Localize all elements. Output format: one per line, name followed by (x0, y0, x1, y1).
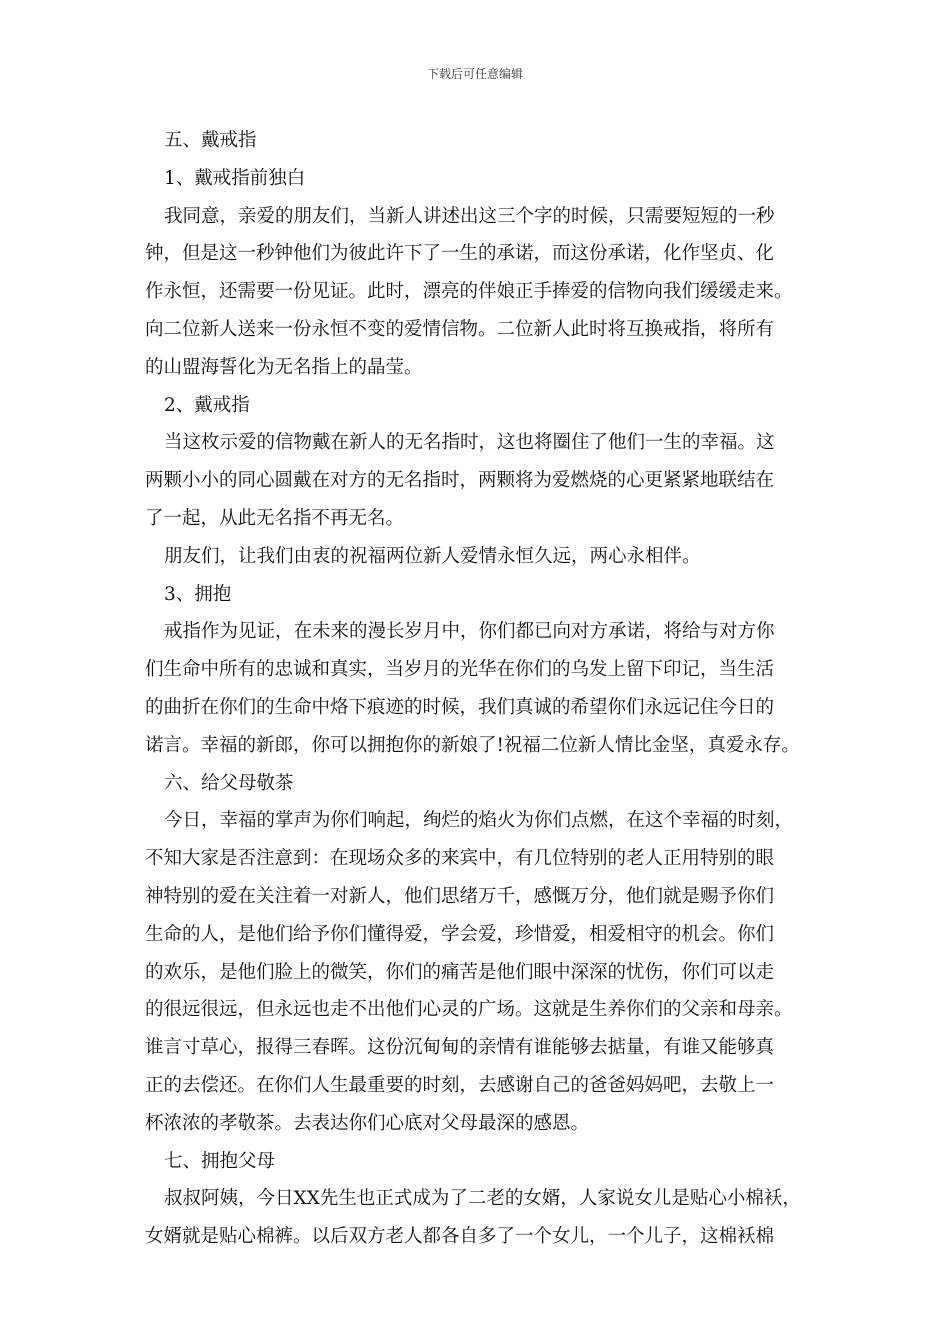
text-line: 不知大家是否注意到：在现场众多的来宾中，有几位特别的老人正用特别的眼 (145, 848, 775, 870)
text-line: 叔叔阿姨，今日XX先生也正式成为了二老的女婿，人家说女儿是贴心小棉袄， (164, 1188, 801, 1210)
text-line: 的很远很远，但永远也走不出他们心灵的广场。这就是生养你们的父亲和母亲。 (145, 999, 793, 1021)
text-line: 钟，但是这一秒钟他们为彼此许下了一生的承诺，而这份承诺，化作坚贞、化 (145, 243, 775, 265)
text-line: 七、拥抱父母 (164, 1150, 276, 1172)
text-line: 当这枚示爱的信物戴在新人的无名指时，这也将圈住了他们一生的幸福。这 (164, 432, 775, 454)
text-line: 神特别的爱在关注着一对新人，他们思绪万千，感慨万分，他们就是赐予你们 (145, 885, 775, 907)
document-body (145, 122, 821, 1256)
page-header: 下载后可任意编辑 (426, 67, 523, 81)
text-line: 作永恒，还需要一份见证。此时，漂亮的伴娘正手捧爱的信物向我们缓缓走来。 (145, 281, 793, 303)
text-line: 3、拥抱 (164, 583, 232, 605)
text-line: 了一起，从此无名指不再无名。 (145, 507, 405, 529)
text-line: 2、戴戒指 (164, 394, 250, 416)
text-line: 正的去偿还。在你们人生最重要的时刻，去感谢自己的爸爸妈妈吧，去敬上一 (145, 1074, 775, 1096)
text-line: 谁言寸草心，报得三春晖。这份沉甸甸的亲情有谁能够去掂量，有谁又能够真 (145, 1037, 775, 1059)
text-line: 女婿就是贴心棉裤。以后双方老人都各自多了一个女儿，一个儿子，这棉袄棉 (145, 1226, 775, 1248)
text-line: 的曲折在你们的生命中烙下痕迹的时候，我们真诚的希望你们永远记住今日的 (145, 696, 775, 718)
text-line: 两颗小小的同心圆戴在对方的无名指时，两颗将为爱燃烧的心更紧紧地联结在 (145, 470, 775, 492)
text-line: 朋友们，让我们由衷的祝福两位新人爱情永恒久远，两心永相伴。 (164, 545, 701, 567)
text-line: 杯浓浓的孝敬茶。去表达你们心底对父母最深的感恩。 (145, 1112, 590, 1134)
text-line: 今日，幸福的掌声为你们响起，绚烂的焰火为你们点燃，在这个幸福的时刻， (164, 810, 794, 832)
text-line: 生命的人，是他们给予你们懂得爱，学会爱，珍惜爱，相爱相守的机会。你们 (145, 923, 775, 945)
text-line: 六、给父母敬茶 (164, 772, 294, 794)
text-line: 的欢乐，是他们脸上的微笑，你们的痛苦是他们眼中深深的忧伤，你们可以走 (145, 961, 775, 983)
text-line: 五、戴戒指 (164, 130, 257, 151)
text-line: 们生命中所有的忠诚和真实，当岁月的光华在你们的乌发上留下印记，当生活 (145, 659, 775, 681)
text-line: 向二位新人送来一份永恒不变的爱情信物。二位新人此时将互换戒指，将所有 (145, 318, 775, 340)
text-line: 戒指作为见证，在未来的漫长岁月中，你们都已向对方承诺，将给与对方你 (164, 621, 775, 643)
text-line: 我同意，亲爱的朋友们，当新人讲述出这三个字的时候，只需要短短的一秒 (164, 205, 775, 227)
text-line: 诺言。幸福的新郎，你可以拥抱你的新娘了!祝福二位新人情比金坚，真爱永存。 (145, 734, 800, 756)
text-line: 的山盟海誓化为无名指上的晶莹。 (145, 356, 423, 378)
text-line: 1、戴戒指前独白 (164, 167, 306, 189)
